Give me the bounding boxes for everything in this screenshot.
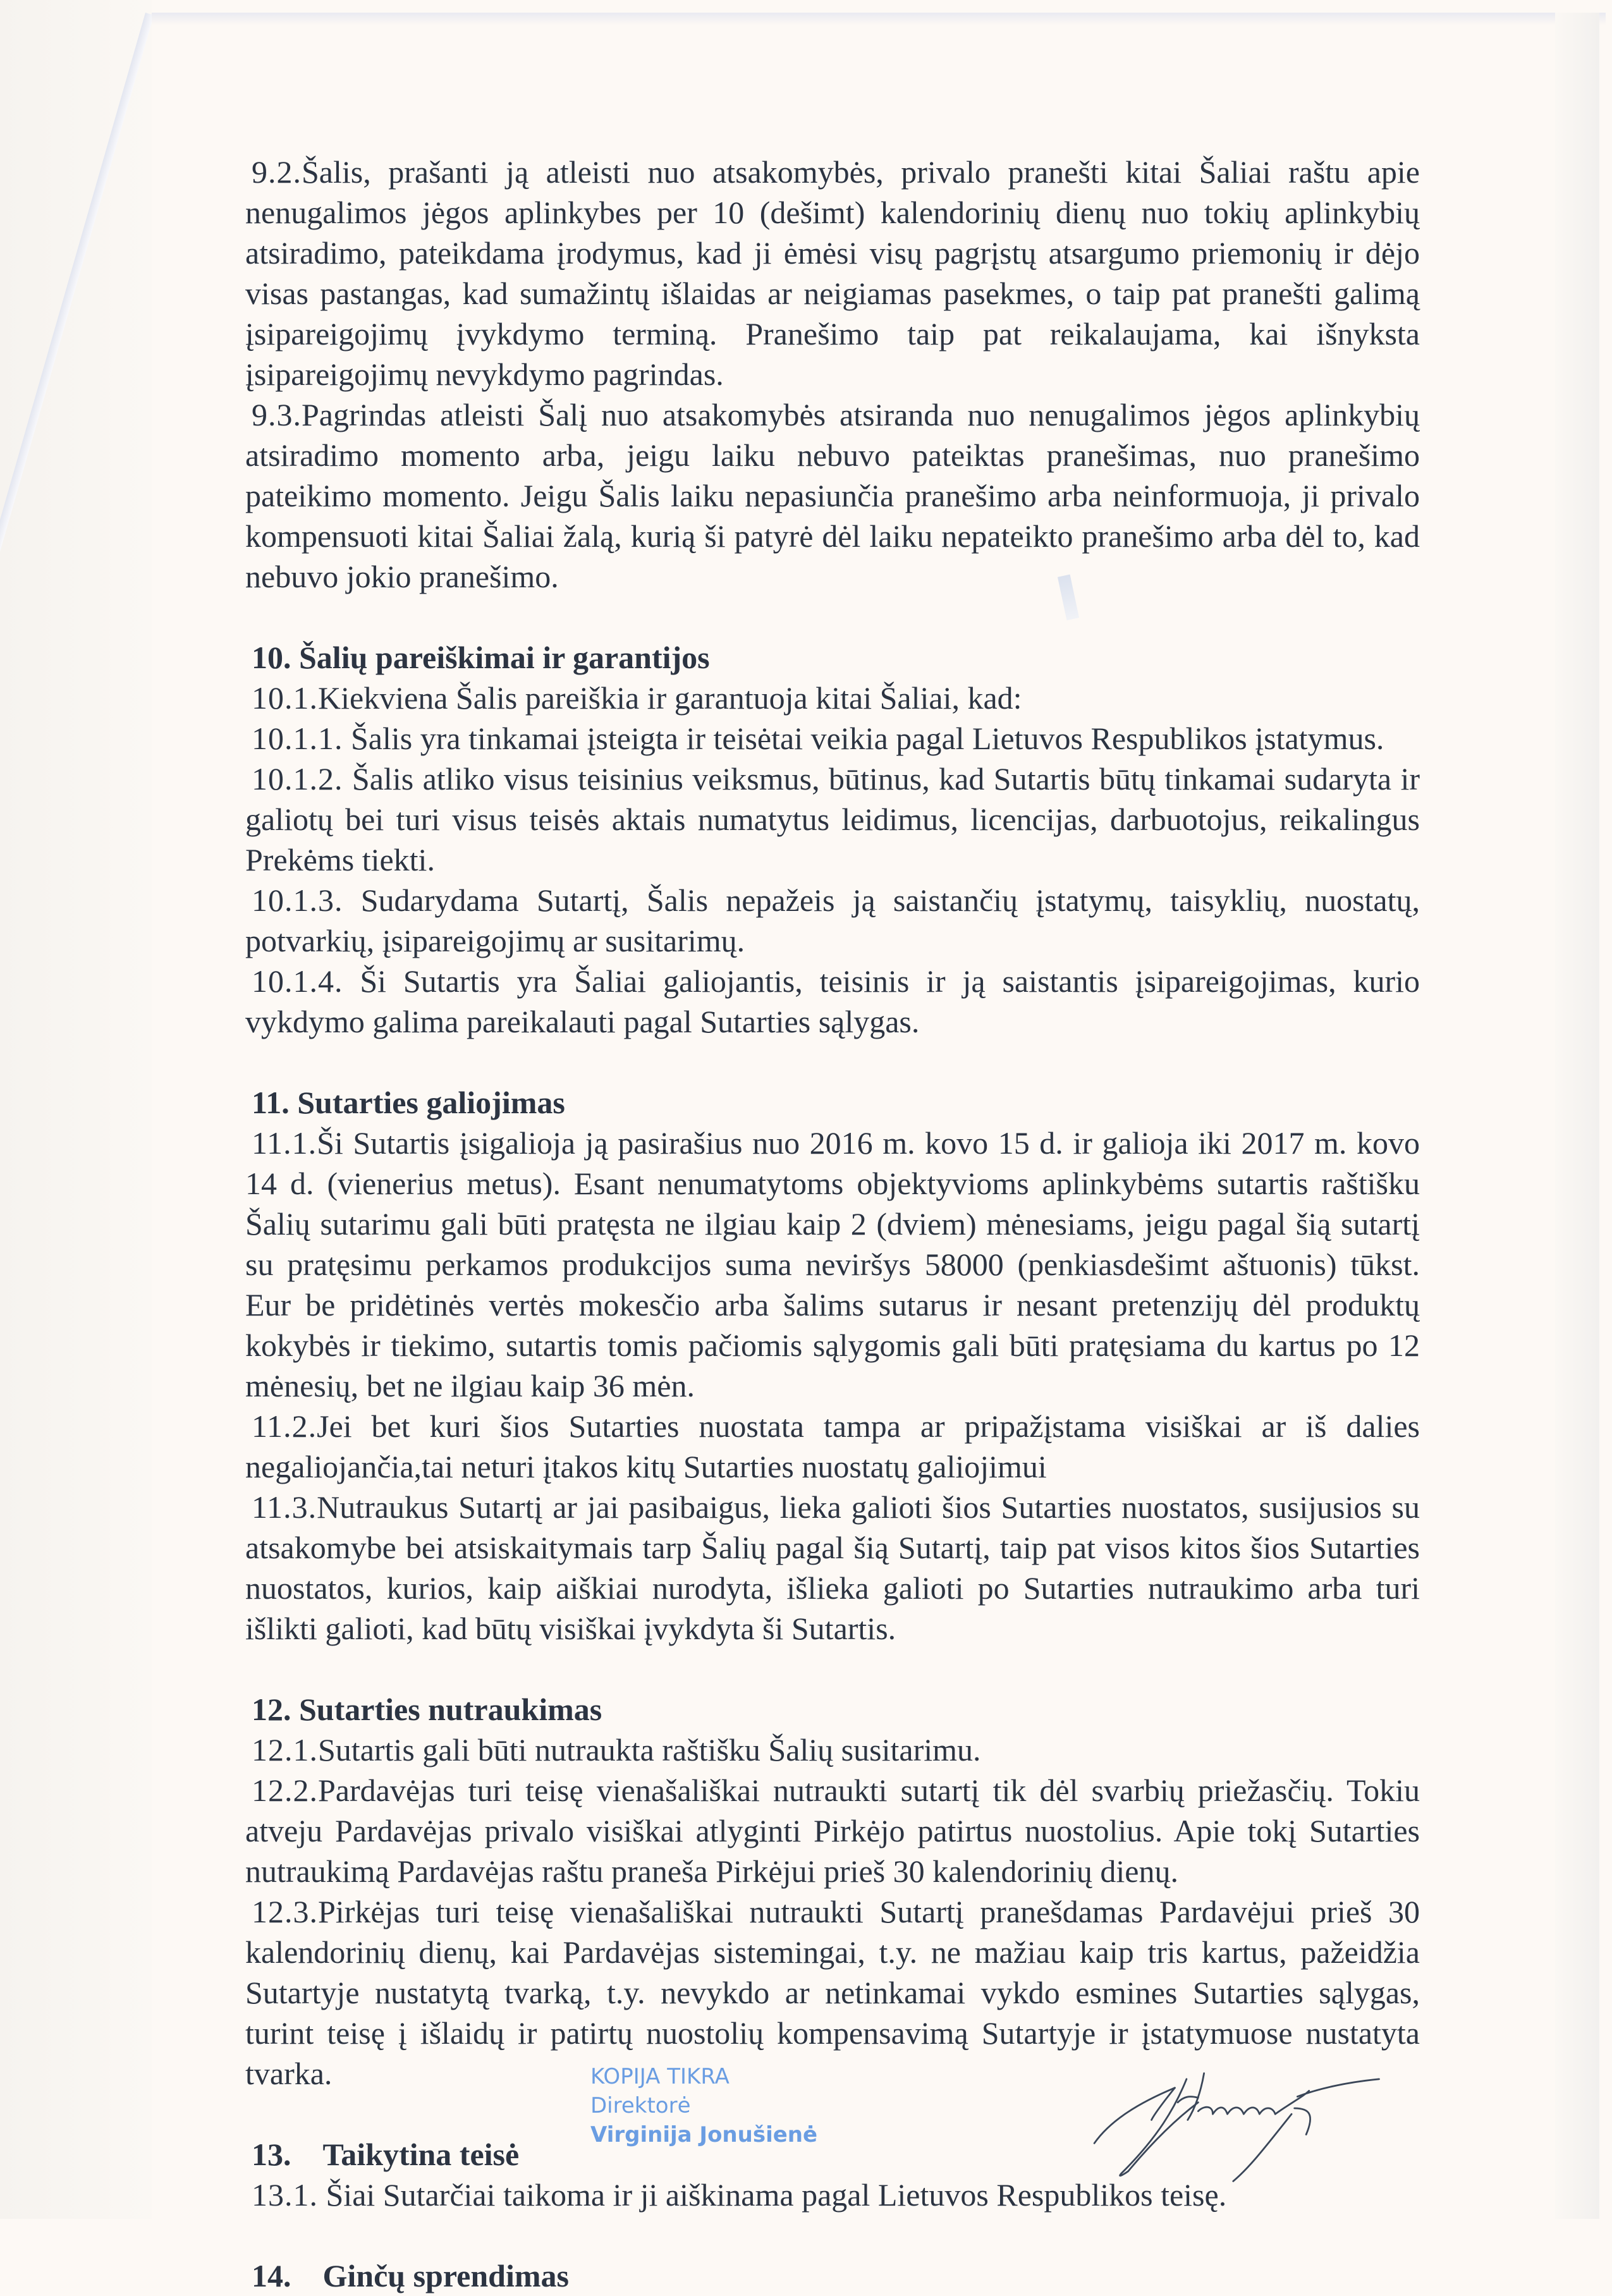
clause-11-1: [245, 1123, 1420, 1406]
clause-text: Šalis yra tinkamai įsteigta ir teisėtai veikia pagal Lietuvos Respublikos įstatymus.: [351, 721, 1384, 756]
clause-text: Pirkėjas turi teisę vienašališkai nutraukti Sutartį pranešdamas Pardavėjui prieš 30 kalendorinių dienų, kai Pardavėjas sistemingai, t.y. ne mažiau kaip tris kartus, pažeidžia Sutartyje nustatytą tvarką, t.y. nevykdo ar netinkamai vykdo esmines Sutarties sąlygas, turint teisę į išlaidų ir patirtų nuostolių kompensavimą Sutartyje ir įstatymuose nustatyta tvarka.: [245, 1894, 1420, 2091]
clause-10-1: [245, 678, 1420, 718]
clause-text: Pagrindas atleisti Šalį nuo atsakomybės atsiranda nuo nenugalimos jėgos aplinkybių atsiradimo momento arba, jeigu laiku nebuvo pateiktas pranešimas, nuo pranešimo pateikimo momento. Jeigu Šalis laiku nepasiunčia pranešimo arba neinformuoja, ji privalo kompensuoti kitai Šaliai žalą, kurią ši patyrė dėl laiku nepateikto pranešimo arba dėl to, kad nebuvo jokio pranešimo.: [245, 397, 1420, 594]
clause-11-3: [245, 1487, 1420, 1649]
section-title: Ginčų sprendimas: [322, 2258, 569, 2293]
clause-text: Šalis atliko visus teisinius veiksmus, būtinus, kad Sutartis būtų tinkamai sudaryta ir galiotų bei turi visus teisės aktais numatytus leidimus, licencijas, darbuotojus, reikalingus Prekėms tiekti.: [245, 761, 1420, 877]
clause-11-2: [245, 1406, 1420, 1487]
clause-text: Nutraukus Sutartį ar jai pasibaigus, lieka galioti šios Sutarties nuostatos, susijusios su atsakomybe bei atsiskaitymais tarp Šalių pagal šią Sutartį, taip pat visos kitos šios Sutarties nuostatos, kurios, kaip aiškiai nurodyta, išlieka galioti po Sutarties nutraukimo arba turi išlikti galioti, kad būtų visiškai įvykdyta ši Sutartis.: [245, 1489, 1420, 1646]
clause-number: 10.1.3.: [252, 882, 343, 918]
section-title: Taikytina teisė: [322, 2137, 520, 2172]
clause-number: 11.3.: [252, 1489, 317, 1525]
section-heading: [245, 2256, 1420, 2296]
clause-10-1-3: [245, 880, 1420, 961]
clause-text: Pardavėjas turi teisę vienašališkai nutraukti sutartį tik dėl svarbių priežasčių. Tokiu atveju Pardavėjas privalo visiškai atlyginti Pirkėjo patirtus nuostolius. Apie tokį Sutarties nutraukimą Pardavėjas raštu praneša Pirkėjui prieš 30 kalendorinių dienų.: [245, 1773, 1420, 1889]
clause-10-1-4: [245, 961, 1420, 1042]
scan-background-left: [0, 0, 152, 2219]
clause-text: Sudarydama Sutartį, Šalis nepažeis ją saistančių įstatymų, taisyklių, nuostatų, potvarkių, įsipareigojimų ar susitarimų.: [245, 882, 1420, 958]
section-heading: 12. Sutarties nutraukimas: [252, 1692, 602, 1727]
clause-text: Sutartis gali būti nutraukta raštišku Šalių susitarimu.: [318, 1732, 981, 1768]
document-page: [245, 152, 1420, 2296]
clause-text: Jei bet kuri šios Sutarties nuostata tampa ar pripažįstama visiškai ar iš dalies negaliojančia,tai neturi įtakos kitų Sutarties nuostatų galiojimui: [245, 1408, 1420, 1484]
certification-stamp: [590, 2062, 817, 2149]
clause-9-2: [245, 152, 1420, 394]
clause-text: Ši Sutartis įsigalioja ją pasirašius nuo 2016 m. kovo 15 d. ir galioja iki 2017 m. kovo 14 d. (vienerius metus). Esant nenumatytoms objektyvioms aplinkybėms sutartis raštišku Šalių sutarimu gali būti pratęsta ne ilgiau kaip 2 (dviem) mėnesiams, jeigu pagal šią sutartį su pratęsimu perkamos produkcijos suma neviršys 58000 (penkiasdešimt aštuonis) tūkst. Eur be pridėtinės vertės mokesčio arba šalims sutarus ir nesant pretenzijų dėl produktų kokybės ir tiekimo, sutartis tomis pačiomis sąlygomis gali būti pratęsiama du kartus po 12 mėnesių, bet ne ilgiau kaip 36 mėn.: [245, 1125, 1420, 1403]
clause-9-3: [245, 394, 1420, 597]
section-number: 14.: [252, 2258, 291, 2293]
scan-edge-top: [152, 13, 1606, 25]
clause-number: 13.1.: [252, 2177, 318, 2213]
clause-number: 10.1.1.: [252, 721, 343, 756]
spacer: [245, 597, 1420, 637]
stamp-line-title: Direktorė: [590, 2093, 691, 2118]
section-11: [245, 1082, 1420, 1649]
handwritten-signature-icon: [1087, 2029, 1391, 2187]
clause-10-1-2: [245, 759, 1420, 880]
clause-number: 9.2.: [252, 154, 302, 190]
clause-number: 11.1.: [252, 1125, 317, 1161]
stamp-line-name: Virginija Jonušienė: [590, 2122, 818, 2147]
clause-number: 11.2.: [252, 1408, 317, 1444]
clause-number: 10.1.: [252, 680, 318, 716]
clause-number: 10.1.2.: [252, 761, 343, 797]
stamp-line-copy-true: KOPIJA TIKRA: [590, 2064, 730, 2089]
clause-12-2: [245, 1770, 1420, 1891]
clause-number: 9.3.: [252, 397, 302, 432]
clause-text: Ši Sutartis yra Šaliai galiojantis, teisinis ir ją saistantis įsipareigojimas, kurio vykdymo galima pareikalauti pagal Sutarties sąlygas.: [245, 963, 1420, 1039]
section-number: 13.: [252, 2137, 291, 2172]
spacer: [245, 2215, 1420, 2256]
section-14: [245, 2256, 1420, 2296]
scan-edge-right: [1555, 13, 1599, 2219]
clause-12-1: [245, 1730, 1420, 1770]
spacer: [245, 1649, 1420, 1689]
section-9: [245, 152, 1420, 597]
clause-10-1-1: [245, 718, 1420, 759]
clause-number: 12.1.: [252, 1732, 318, 1768]
section-heading: 11. Sutarties galiojimas: [252, 1085, 565, 1120]
section-heading: 10. Šalių pareiškimai ir garantijos: [252, 640, 710, 675]
clause-text: Šalis, prašanti ją atleisti nuo atsakomybės, privalo pranešti kitai Šaliai raštu apie nenugalimos jėgos aplinkybes per 10 (dešimt) kalendorinių dienų nuo tokių aplinkybių atsiradimo, pateikdama įrodymus, kad ji ėmėsi visų pagrįstų atsargumo priemonių ir dėjo visas pastangas, kad sumažintų išlaidas ar neigiamas pasekmes, o taip pat pranešti galimą įsipareigojimų įvykdymo terminą. Pranešimo taip pat reikalaujama, kai išnyksta įsipareigojimų nevykdymo pagrindas.: [245, 154, 1420, 392]
clause-text: Šiai Sutarčiai taikoma ir ji aiškinama pagal Lietuvos Respublikos teisę.: [326, 2177, 1227, 2213]
clause-number: 10.1.4.: [252, 963, 343, 999]
clause-text: Kiekviena Šalis pareiškia ir garantuoja kitai Šaliai, kad:: [318, 680, 1022, 716]
clause-number: 12.3.: [252, 1894, 318, 1929]
clause-number: 12.2.: [252, 1773, 318, 1808]
section-10: [245, 637, 1420, 1042]
spacer: [245, 1042, 1420, 1082]
